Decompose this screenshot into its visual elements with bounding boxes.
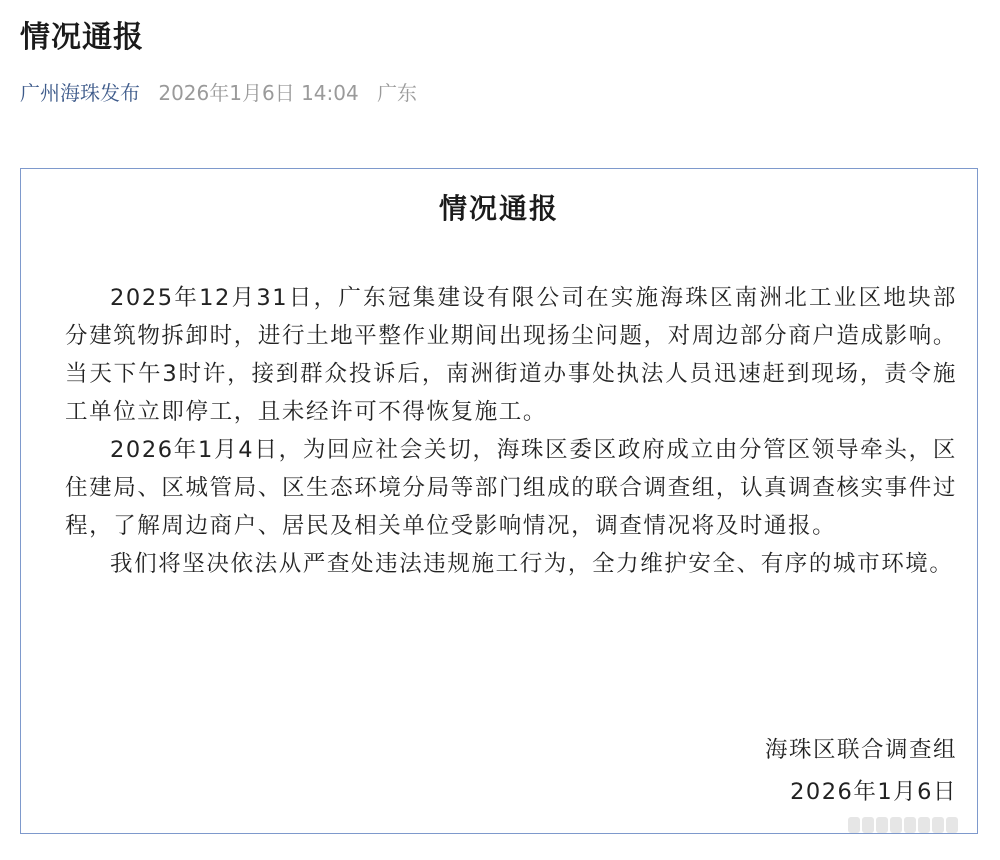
watermark-icon [848, 814, 978, 836]
publish-location: 广东 [377, 81, 418, 105]
notice-paragraph-2: 2026年1月4日，为回应社会关切，海珠区委区政府成立由分管区领导牵头，区住建局、区城管局、区生态环境分局等部门组成的联合调查组，认真调查核实事件过程，了解周边商户、居民及相关单位受影响情况，调查情况将及时通报。 [65, 437, 957, 539]
page-title: 情况通报 [20, 20, 144, 55]
notice-paragraph-1: 2025年12月31日，广东冠集建设有限公司在实施海珠区南洲北工业区地块部分建筑物拆卸时，进行土地平整作业期间出现扬尘问题，对周边部分商户造成影响。当天下午3时许，接到群众投诉后，南洲街道办事处执法人员迅速赶到现场，责令施工单位立即停工，且未经许可不得恢复施工。 [65, 285, 957, 425]
notice-signature [765, 729, 957, 813]
signature-org: 海珠区联合调查组 [764, 737, 957, 763]
signature-date: 2026年1月6日 [790, 779, 957, 805]
article-meta [20, 78, 417, 108]
publish-time: 2026年1月6日 14:04 [158, 81, 359, 105]
notice-image[interactable] [20, 168, 978, 834]
notice-heading: 情况通报 [438, 192, 559, 225]
notice-paragraph-3: 我们将坚决依法从严查处违法违规施工行为，全力维护安全、有序的城市环境。 [110, 551, 954, 577]
notice-body [65, 279, 957, 583]
source-link[interactable]: 广州海珠发布 [20, 81, 140, 105]
